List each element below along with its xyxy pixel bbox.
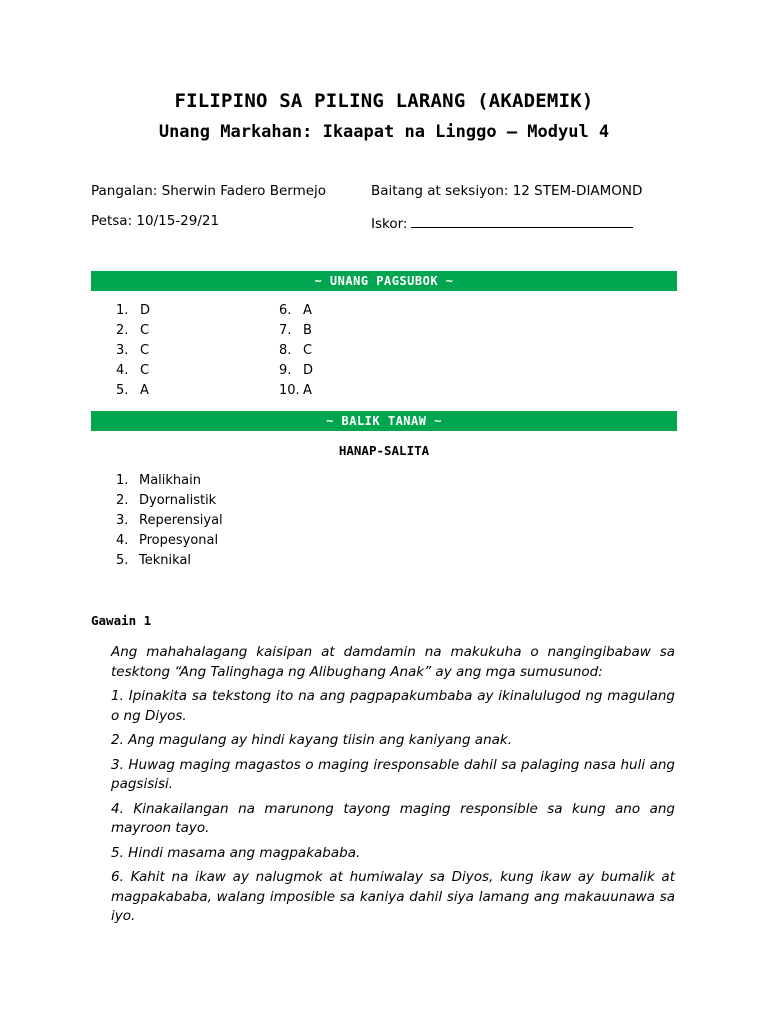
answer-value: C <box>140 323 150 338</box>
gawain-text <box>111 643 675 932</box>
answer-number: 8. <box>279 343 292 358</box>
answer-number: 4. <box>116 363 129 378</box>
answer-number: 1. <box>116 303 129 318</box>
answer-row <box>279 361 313 381</box>
answer-number: 6. <box>279 303 292 318</box>
list-item <box>116 511 223 531</box>
list-word: Teknikal <box>139 553 191 568</box>
list-item <box>116 551 223 571</box>
essay-paragraph: Ang mahahalagang kaisipan at damdamin na makukuha o nangingibabaw sa tesktong “Ang Talinghaga ng Alibughang Anak” ay ang mga sumusunod: <box>111 644 675 680</box>
score-label: Iskor: <box>371 216 408 232</box>
score-field <box>371 213 633 232</box>
answer-number: 9. <box>279 363 292 378</box>
grade-section-field: Baitang at seksiyon: 12 STEM-DIAMOND <box>371 183 643 199</box>
list-word: Reperensiyal <box>139 513 223 528</box>
list-item <box>116 491 223 511</box>
answer-row <box>279 381 313 401</box>
date-field: Petsa: 10/15-29/21 <box>91 213 220 229</box>
list-item <box>116 531 223 551</box>
list-word: Propesyonal <box>139 533 219 548</box>
list-word: Dyornalistik <box>139 493 217 508</box>
answer-value: A <box>303 303 312 318</box>
answer-row <box>279 301 313 321</box>
unang-pagsubok-heading: ~ UNANG PAGSUBOK ~ <box>91 271 677 291</box>
list-number: 2. <box>116 493 129 508</box>
answer-value: A <box>303 383 312 398</box>
essay-paragraph: 5. Hindi masama ang magpakababa. <box>111 844 361 861</box>
answer-value: C <box>303 343 313 358</box>
answer-value: B <box>303 323 312 338</box>
essay-paragraph: 6. Kahit na ikaw ay nalugmok at humiwalay sa Diyos, kung ikaw ay bumalik at magpakababa, walang imposible sa kaniya dahil siya lamang ang makauunawa sa iyo. <box>111 869 675 924</box>
name-field: Pangalan: Sherwin Fadero Bermejo <box>91 183 327 199</box>
answer-value: C <box>140 343 150 358</box>
essay-paragraph: 3. Huwag maging magastos o maging iresponsable dahil sa palaging nasa huli ang pagsisisi. <box>111 756 675 792</box>
list-item <box>116 471 223 491</box>
answer-row <box>116 301 150 321</box>
answer-number: 3. <box>116 343 129 358</box>
list-word: Malikhain <box>139 473 201 488</box>
gawain-title: Gawain 1 <box>91 613 152 628</box>
answer-value: A <box>140 383 149 398</box>
answer-value: C <box>140 363 150 378</box>
answer-value: D <box>140 303 151 318</box>
answer-row <box>116 321 150 341</box>
answer-row <box>116 381 150 401</box>
answers-right-column <box>279 301 313 401</box>
document-subtitle: Unang Markahan: Ikaapat na Linggo – Modyul 4 <box>158 122 610 142</box>
answer-row <box>116 361 150 381</box>
answer-row <box>279 341 313 361</box>
answers-left-column <box>116 301 150 401</box>
document-title: FILIPINO SA PILING LARANG (AKADEMIK) <box>174 90 594 112</box>
answer-row <box>116 341 150 361</box>
hanap-salita-heading: HANAP-SALITA <box>338 443 430 458</box>
essay-paragraph: 1. Ipinakita sa tekstong ito na ang pagpapakumbaba ay ikinalulugod ng magulang o ng Diyos. <box>111 688 675 724</box>
essay-paragraph: 4. Kinakailangan na marunong tayong maging responsible sa kung ano ang mayroon tayo. <box>111 800 675 836</box>
hanap-salita-list <box>116 471 223 571</box>
answer-value: D <box>303 363 314 378</box>
answer-number: 2. <box>116 323 129 338</box>
list-number: 5. <box>116 553 129 568</box>
list-number: 4. <box>116 533 129 548</box>
essay-paragraph: 2. Ang magulang ay hindi kayang tiisin ang kaniyang anak. <box>111 732 513 748</box>
list-number: 3. <box>116 513 129 528</box>
answer-number: 10. <box>279 383 300 398</box>
answer-number: 5. <box>116 383 129 398</box>
balik-tanaw-heading: ~ BALIK TANAW ~ <box>91 411 677 431</box>
answer-row <box>279 321 313 341</box>
list-number: 1. <box>116 473 129 488</box>
answer-number: 7. <box>279 323 292 338</box>
score-blank-line <box>411 213 633 228</box>
